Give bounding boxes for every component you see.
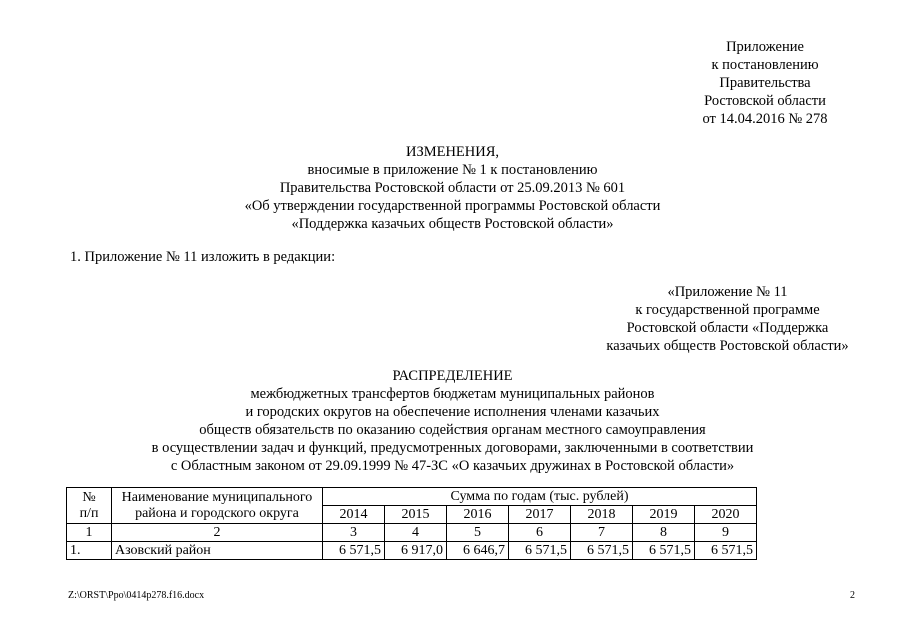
subapp-line: к государственной программе: [635, 302, 820, 318]
row-value: 6 571,5: [571, 542, 633, 560]
year-header: 2017: [509, 506, 571, 524]
distribution-heading: [0, 367, 905, 475]
index-cell: 6: [509, 524, 571, 542]
distribution-line: обществ обязательств по оказанию содействия органам местного самоуправления: [199, 422, 706, 438]
subapp-line: Ростовской области «Поддержка: [626, 320, 829, 336]
col-name-header-line: района и городского округа: [135, 505, 299, 521]
distribution-line: межбюджетных трансфертов бюджетам муниципальных районов: [250, 386, 655, 402]
subapp-line: казачьих обществ Ростовской области»: [606, 338, 849, 354]
footer-file-path: Z:\ORST\Ppo\0414p278.f16.docx: [68, 590, 205, 601]
approval-line: Правительства: [719, 75, 811, 91]
subapp-line: «Приложение № 11: [667, 284, 788, 300]
document-header: [0, 143, 905, 233]
row-value: 6 571,5: [509, 542, 571, 560]
year-header: 2016: [447, 506, 509, 524]
col-num-header-line: п/п: [79, 505, 99, 521]
row-value: 6 646,7: [447, 542, 509, 560]
index-cell: 8: [633, 524, 695, 542]
index-cell: 7: [571, 524, 633, 542]
sum-header: Сумма по годам (тыс. рублей): [323, 488, 757, 506]
row-value: 6 571,5: [633, 542, 695, 560]
sub-appendix-label: [590, 283, 865, 355]
col-num-header-line: №: [82, 489, 96, 505]
distribution-line: и городских округов на обеспечение исполнения членами казачьих: [245, 404, 660, 420]
header-line: вносимые в приложение № 1 к постановлению: [307, 162, 598, 178]
header-title: ИЗМЕНЕНИЯ,: [405, 144, 500, 160]
table-row: [67, 542, 757, 560]
amendment-item: 1. Приложение № 11 изложить в редакции:: [70, 249, 336, 265]
distribution-table: [66, 487, 757, 560]
index-cell: 2: [112, 524, 323, 542]
year-header: 2020: [695, 506, 757, 524]
footer-page-number: 2: [850, 590, 855, 601]
approval-stamp: [660, 38, 870, 128]
header-line: «Об утверждении государственной программы Ростовской области: [244, 198, 661, 214]
year-header: 2018: [571, 506, 633, 524]
index-cell: 3: [323, 524, 385, 542]
distribution-title: РАСПРЕДЕЛЕНИЕ: [392, 368, 513, 384]
index-cell: 4: [385, 524, 447, 542]
row-value: 6 917,0: [385, 542, 447, 560]
distribution-line: с Областным законом от 29.09.1999 № 47-ЗС «О казачьих дружинах в Ростовской области»: [170, 458, 735, 474]
row-name: Азовский район: [112, 542, 323, 560]
distribution-line: в осуществлении задач и функций, предусмотренных договорами, заключенными в соответствии: [151, 440, 754, 456]
year-header: 2015: [385, 506, 447, 524]
row-value: 6 571,5: [323, 542, 385, 560]
col-name-header: [112, 488, 323, 524]
index-cell: 5: [447, 524, 509, 542]
year-header: 2019: [633, 506, 695, 524]
col-num-header: [67, 488, 112, 524]
header-line: Правительства Ростовской области от 25.09.2013 № 601: [279, 180, 626, 196]
year-header: 2014: [323, 506, 385, 524]
row-num: 1.: [67, 542, 112, 560]
approval-line: Ростовской области: [704, 93, 826, 109]
header-line: «Поддержка казачьих обществ Ростовской области»: [291, 216, 614, 232]
index-cell: 9: [695, 524, 757, 542]
approval-line: к постановлению: [711, 57, 819, 73]
col-name-header-line: Наименование муниципального: [121, 489, 313, 505]
row-value: 6 571,5: [695, 542, 757, 560]
table-index-row: [67, 524, 757, 542]
approval-line: Приложение: [726, 39, 804, 55]
table-header-row: [67, 488, 757, 506]
approval-line: от 14.04.2016 № 278: [702, 111, 828, 127]
index-cell: 1: [67, 524, 112, 542]
